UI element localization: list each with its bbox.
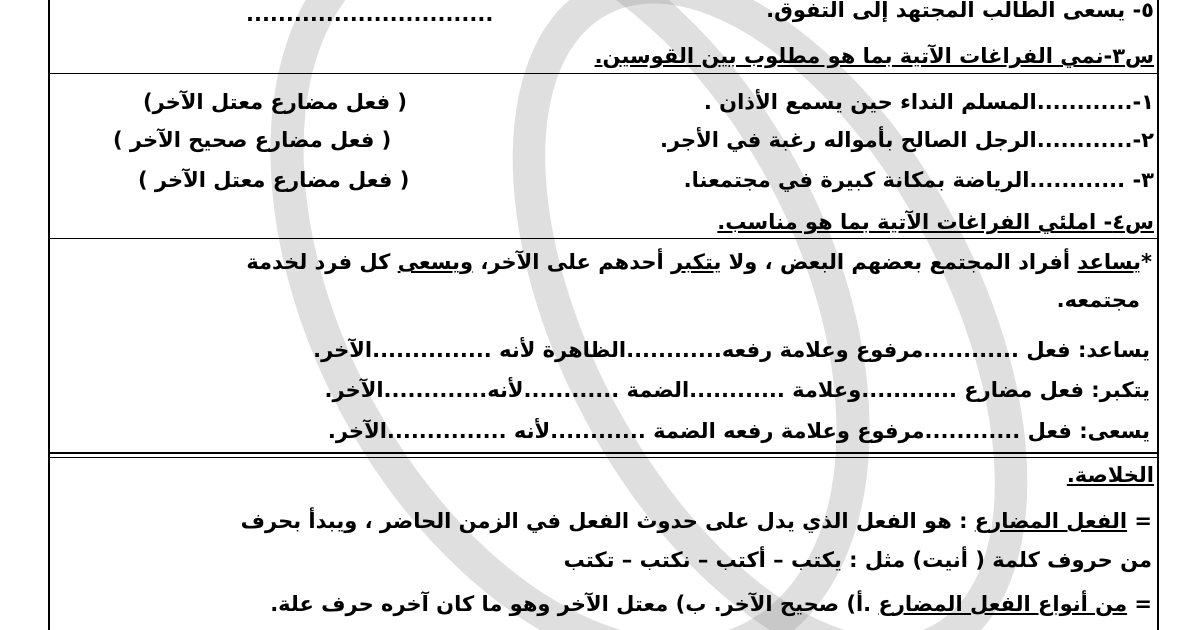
paragraph-text-2: أحدهم على الآخر، [473,250,672,274]
paragraph-word-1: يساعد [1077,250,1142,274]
sentence-5-answer-blank: ............................... [246,2,494,26]
summary-title-text: الخلاصة. [1066,463,1154,487]
summary-types [270,590,1152,618]
paragraph-word-3: ويسعى [397,250,474,274]
rule-double-bottom [48,457,1159,458]
question-3-item-1: ١-............المسلم النداء حين يسمع الأذان . [703,90,1154,114]
paragraph-text-1: أفراد المجتمع بعضهم البعض ، ولا [721,250,1078,274]
rule-q3 [48,73,1159,74]
paragraph-star: * [1141,250,1152,274]
question-4-paragraph [246,248,1152,276]
sentence-5-text: ٥- يسعى الطالب المجتهد إلى التفوق. [766,0,1154,22]
summary-term-1: الفعل المضارع [974,509,1128,533]
summary-eq-1: = [1127,509,1152,533]
paragraph-text-3: كل فرد لخدمة [246,250,398,274]
question-3-item-2-hint: ( فعل مضارع صحيح الآخر ) [113,128,392,152]
rule-double-top [48,452,1159,454]
question-3-item-3: ٣- ............الرياضة بمكانة كبيرة في مجتمعنا. [683,168,1154,192]
sentence-5 [766,0,1154,24]
page-border-right [1157,0,1159,630]
summary-eq-2: = [1127,592,1152,616]
summary-letters: من حروف كلمة ( أنيت) مثل : يكتب – أكتب – نكتب – تكتب [563,548,1152,572]
parse-line-3: يسعى: فعل ............مرفوع وعلامة رفعه الضمة ............لأنه ...............الآخر. [327,419,1150,443]
summary-definition-text: : هو الفعل الذي يدل على حدوث الفعل في الزمن الحاضر ، ويبدأ بحرف [240,509,975,533]
summary-title [1067,461,1154,489]
question-4-title-text: س٤- املئي الفراغات الآتية بما هو مناسب. [717,210,1154,234]
question-3-item-3-hint: ( فعل مضارع معتل الآخر ) [138,168,410,192]
question-4-paragraph-continued: مجتمعه. [1056,288,1140,312]
parse-line-2: يتكبر: فعل مضارع ............وعلامة ............الضمة ............لأنه.............الآخر. [324,378,1150,402]
question-3-title [595,42,1154,70]
rule-q4 [48,238,1159,239]
question-3-title-text: س٣-نمي الفراغات الآتية بما هو مطلوب بين القوسين. [594,44,1154,68]
paragraph-word-2: يتكبر [671,250,722,274]
summary-term-2: من أنواع الفعل المضارع [878,592,1128,616]
page-border-left [48,0,50,630]
summary-types-text: .أ) صحيح الآخر. ب) معتل الآخر وهو ما كان آخره حرف علة. [270,592,879,616]
question-4-title [717,208,1154,236]
summary-definition [241,507,1152,535]
question-3-item-1-hint: ( فعل مضارع معتل الآخر) [143,90,408,114]
question-3-item-2: ٢-............الرجل الصالح بأمواله رغبة في الأجر. [659,128,1154,152]
parse-line-1: يساعد: فعل ............مرفوع وعلامة رفعه............الظاهرة لأنه ...............الآخر. [313,338,1150,362]
